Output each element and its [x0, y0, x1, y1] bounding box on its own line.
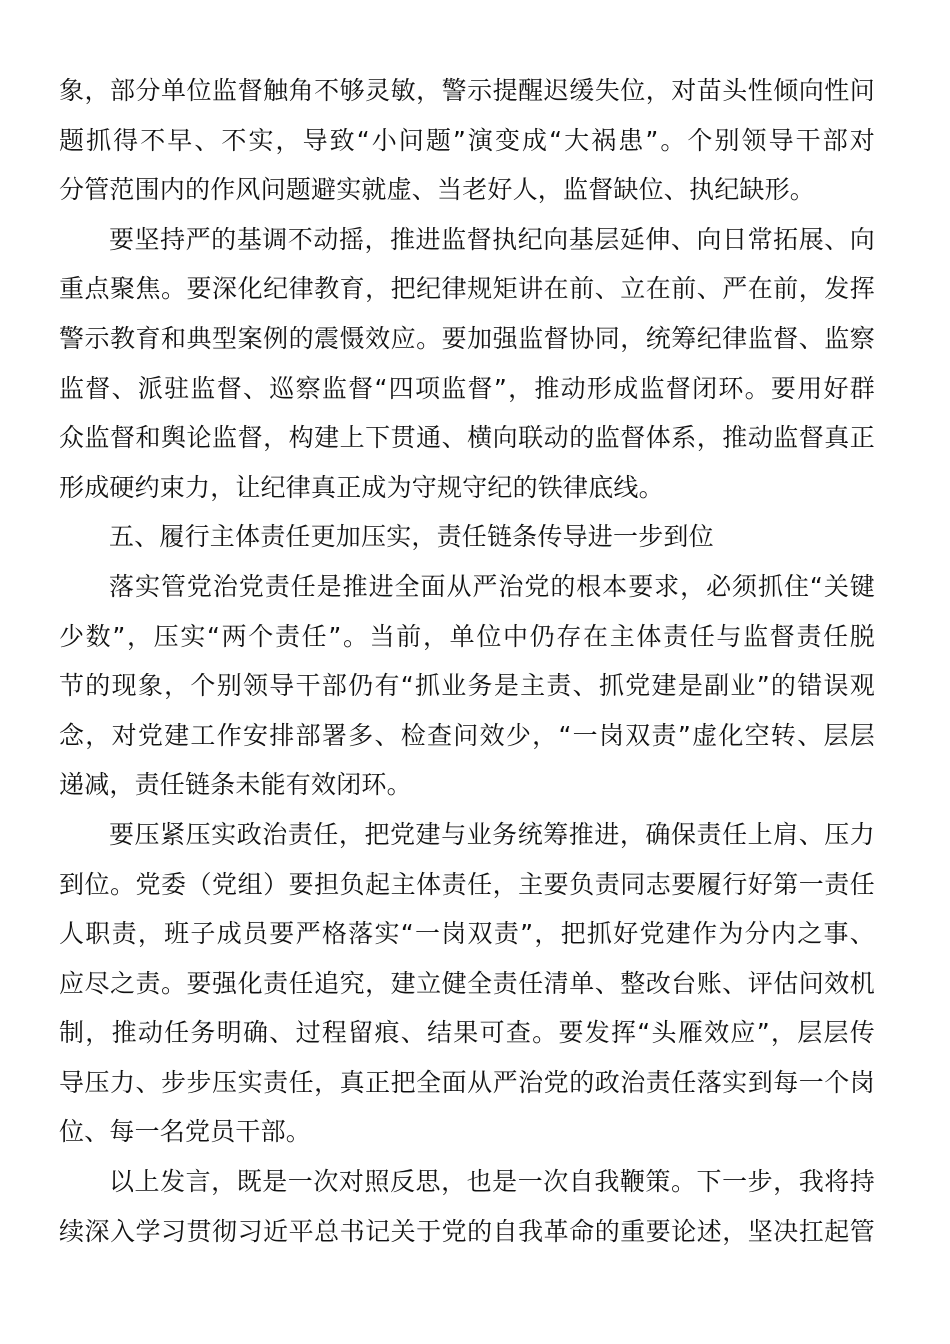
text-line: 重点聚焦。要深化纪律教育，把纪律规矩讲在前、立在前、严在前，发挥 [59, 274, 875, 304]
text-line: 警示教育和典型案例的震慑效应。要加强监督协同，统筹纪律监督、监察 [59, 323, 875, 353]
text-line: 监督、派驻监督、巡察监督“四项监督”，推动形成监督闭环。要用好群 [59, 373, 875, 403]
text-line: 少数”，压实“两个责任”。当前，单位中仍存在主体责任与监督责任脱 [59, 621, 875, 651]
text-line: 人职责，班子成员要严格落实“一岗双责”，把抓好党建作为分内之事、 [59, 919, 875, 949]
text-line: 象，部分单位监督触角不够灵敏，警示提醒迟缓失位，对苗头性倾向性问 [59, 76, 875, 105]
text-line: 众监督和舆论监督，构建上下贯通、横向联动的监督体系，推动监督真正 [59, 423, 875, 453]
text-line: 落实管党治党责任是推进全面从严治党的根本要求，必须抓住“关键 [109, 571, 875, 601]
text-line: 到位。党委（党组）要担负起主体责任，主要负责同志要履行好第一责任 [59, 869, 875, 899]
text-line: 位、每一名党员干部。 [59, 1117, 312, 1147]
text-line: 续深入学习贯彻习近平总书记关于党的自我革命的重要论述，坚决扛起管 [59, 1216, 875, 1246]
text-line: 要坚持严的基调不动摇，推进监督执纪向基层延伸、向日常拓展、向 [109, 224, 875, 254]
text-line: 题抓得不早、不实，导致“小问题”演变成“大祸患”。个别领导干部对 [59, 125, 875, 155]
section-heading: 五、履行主体责任更加压实，责任链条传导进一步到位 [109, 522, 714, 552]
text-line: 要压紧压实政治责任，把党建与业务统筹推进，确保责任上肩、压力 [109, 819, 875, 849]
text-line: 节的现象，个别领导干部仍有“抓业务是主责、抓党建是副业”的错误观 [59, 671, 875, 701]
document-body [59, 66, 875, 1256]
text-line: 应尽之责。要强化责任追究，建立健全责任清单、整改台账、评估问效机 [59, 968, 875, 998]
text-line: 以上发言，既是一次对照反思，也是一次自我鞭策。下一步，我将持 [109, 1167, 875, 1197]
text-line: 分管范围内的作风问题避实就虚、当老好人，监督缺位、执纪缺形。 [59, 175, 816, 205]
text-line: 导压力、步步压实责任，真正把全面从严治党的政治责任落实到每一个岗 [59, 1067, 875, 1097]
text-line: 递减，责任链条未能有效闭环。 [59, 770, 412, 800]
text-line: 念，对党建工作安排部署多、检查问效少，“一岗双责”虚化空转、层层 [59, 720, 875, 750]
text-line: 制，推动任务明确、过程留痕、结果可查。要发挥“头雁效应”，层层传 [59, 1018, 875, 1048]
text-line: 形成硬约束力，让纪律真正成为守规守纪的铁律底线。 [59, 472, 664, 502]
